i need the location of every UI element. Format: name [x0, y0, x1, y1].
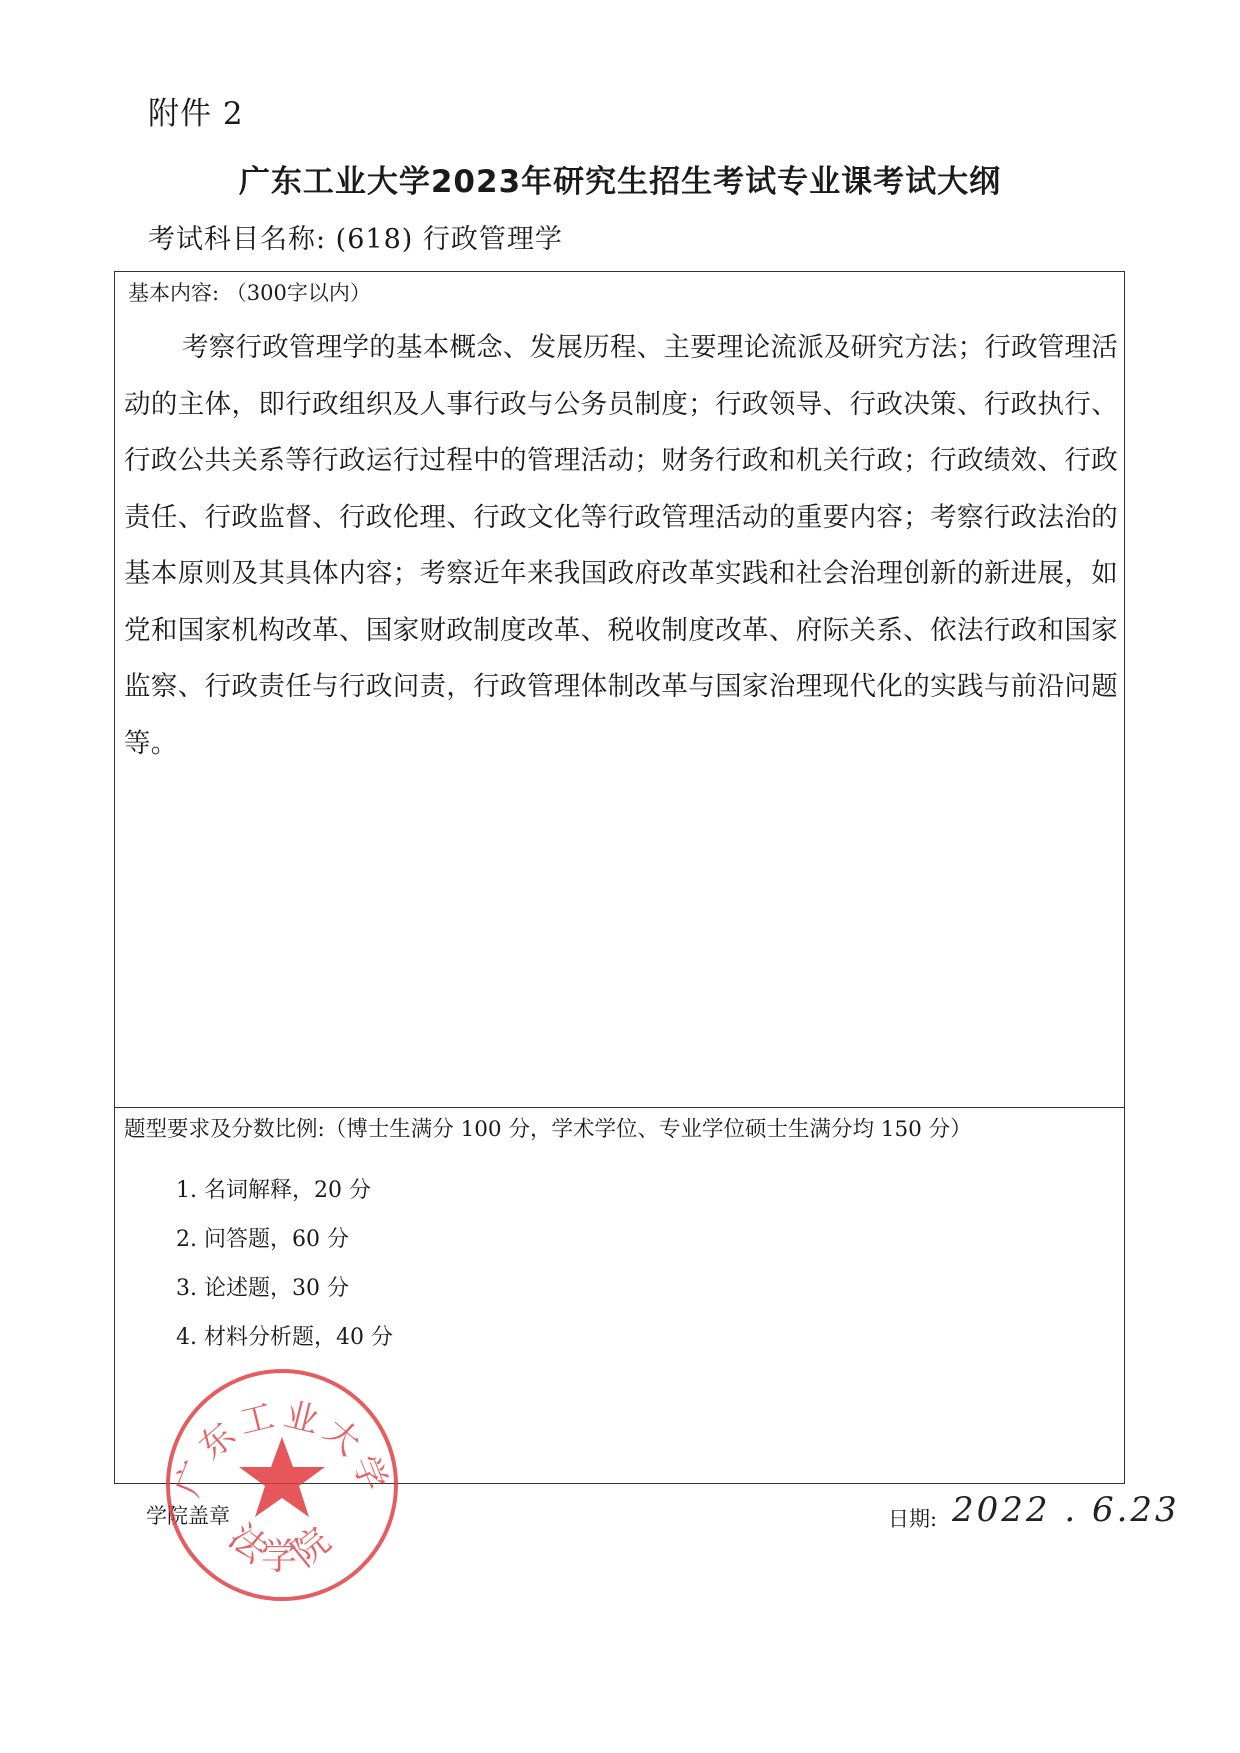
list-item: 4. 材料分析题，40 分 — [176, 1325, 393, 1350]
seal-bottom-text: 法学院 — [220, 1516, 344, 1578]
frame-divider — [114, 1107, 1125, 1108]
basic-content-label: 基本内容: （300字以内） — [128, 281, 371, 305]
seal-star-icon — [239, 1437, 325, 1517]
date-label: 日期: — [888, 1507, 938, 1531]
exam-subject: 考试科目名称: (618) 行政管理学 — [148, 224, 563, 255]
attachment-label: 附件 2 — [148, 96, 244, 132]
seal-top-text: 广东工业大学 — [167, 1394, 397, 1503]
question-type-list — [176, 1166, 393, 1362]
date-value: 2022 . 6.23 — [952, 1490, 1180, 1530]
list-item: 1. 名词解释，20 分 — [176, 1178, 371, 1203]
list-item: 2. 问答题，60 分 — [176, 1227, 349, 1252]
basic-content-text: 考察行政管理学的基本概念、发展历程、主要理论流派及研究方法；行政管理活动的主体，即行政组织及人事行政与公务员制度；行政领导、行政决策、行政执行、行政公共关系等行政运行过程中的管理活动；财务行政和机关行政；行政绩效、行政责任、行政监督、行政伦理、行政文化等行政管理活动的重要内容；考察行政法治的基本原则及其具体内容；考察近年来我国政府改革实践和社会治理创新的新进展，如党和国家机构改革、国家财政制度改革、税收制度改革、府际关系、依法行政和国家监察、行政责任与行政问责，行政管理体制改革与国家治理现代化的实践与前沿问题等。 — [124, 332, 1118, 759]
list-item: 3. 论述题，30 分 — [176, 1276, 349, 1301]
document-title: 广东工业大学2023年研究生招生考试专业课考试大纲 — [238, 164, 1002, 200]
college-seal-label: 学院盖章 — [146, 1504, 230, 1528]
college-seal-stamp — [162, 1365, 402, 1605]
question-types-label: 题型要求及分数比例:（博士生满分 100 分，学术学位、专业学位硕士生满分均 150 分） — [124, 1117, 972, 1142]
